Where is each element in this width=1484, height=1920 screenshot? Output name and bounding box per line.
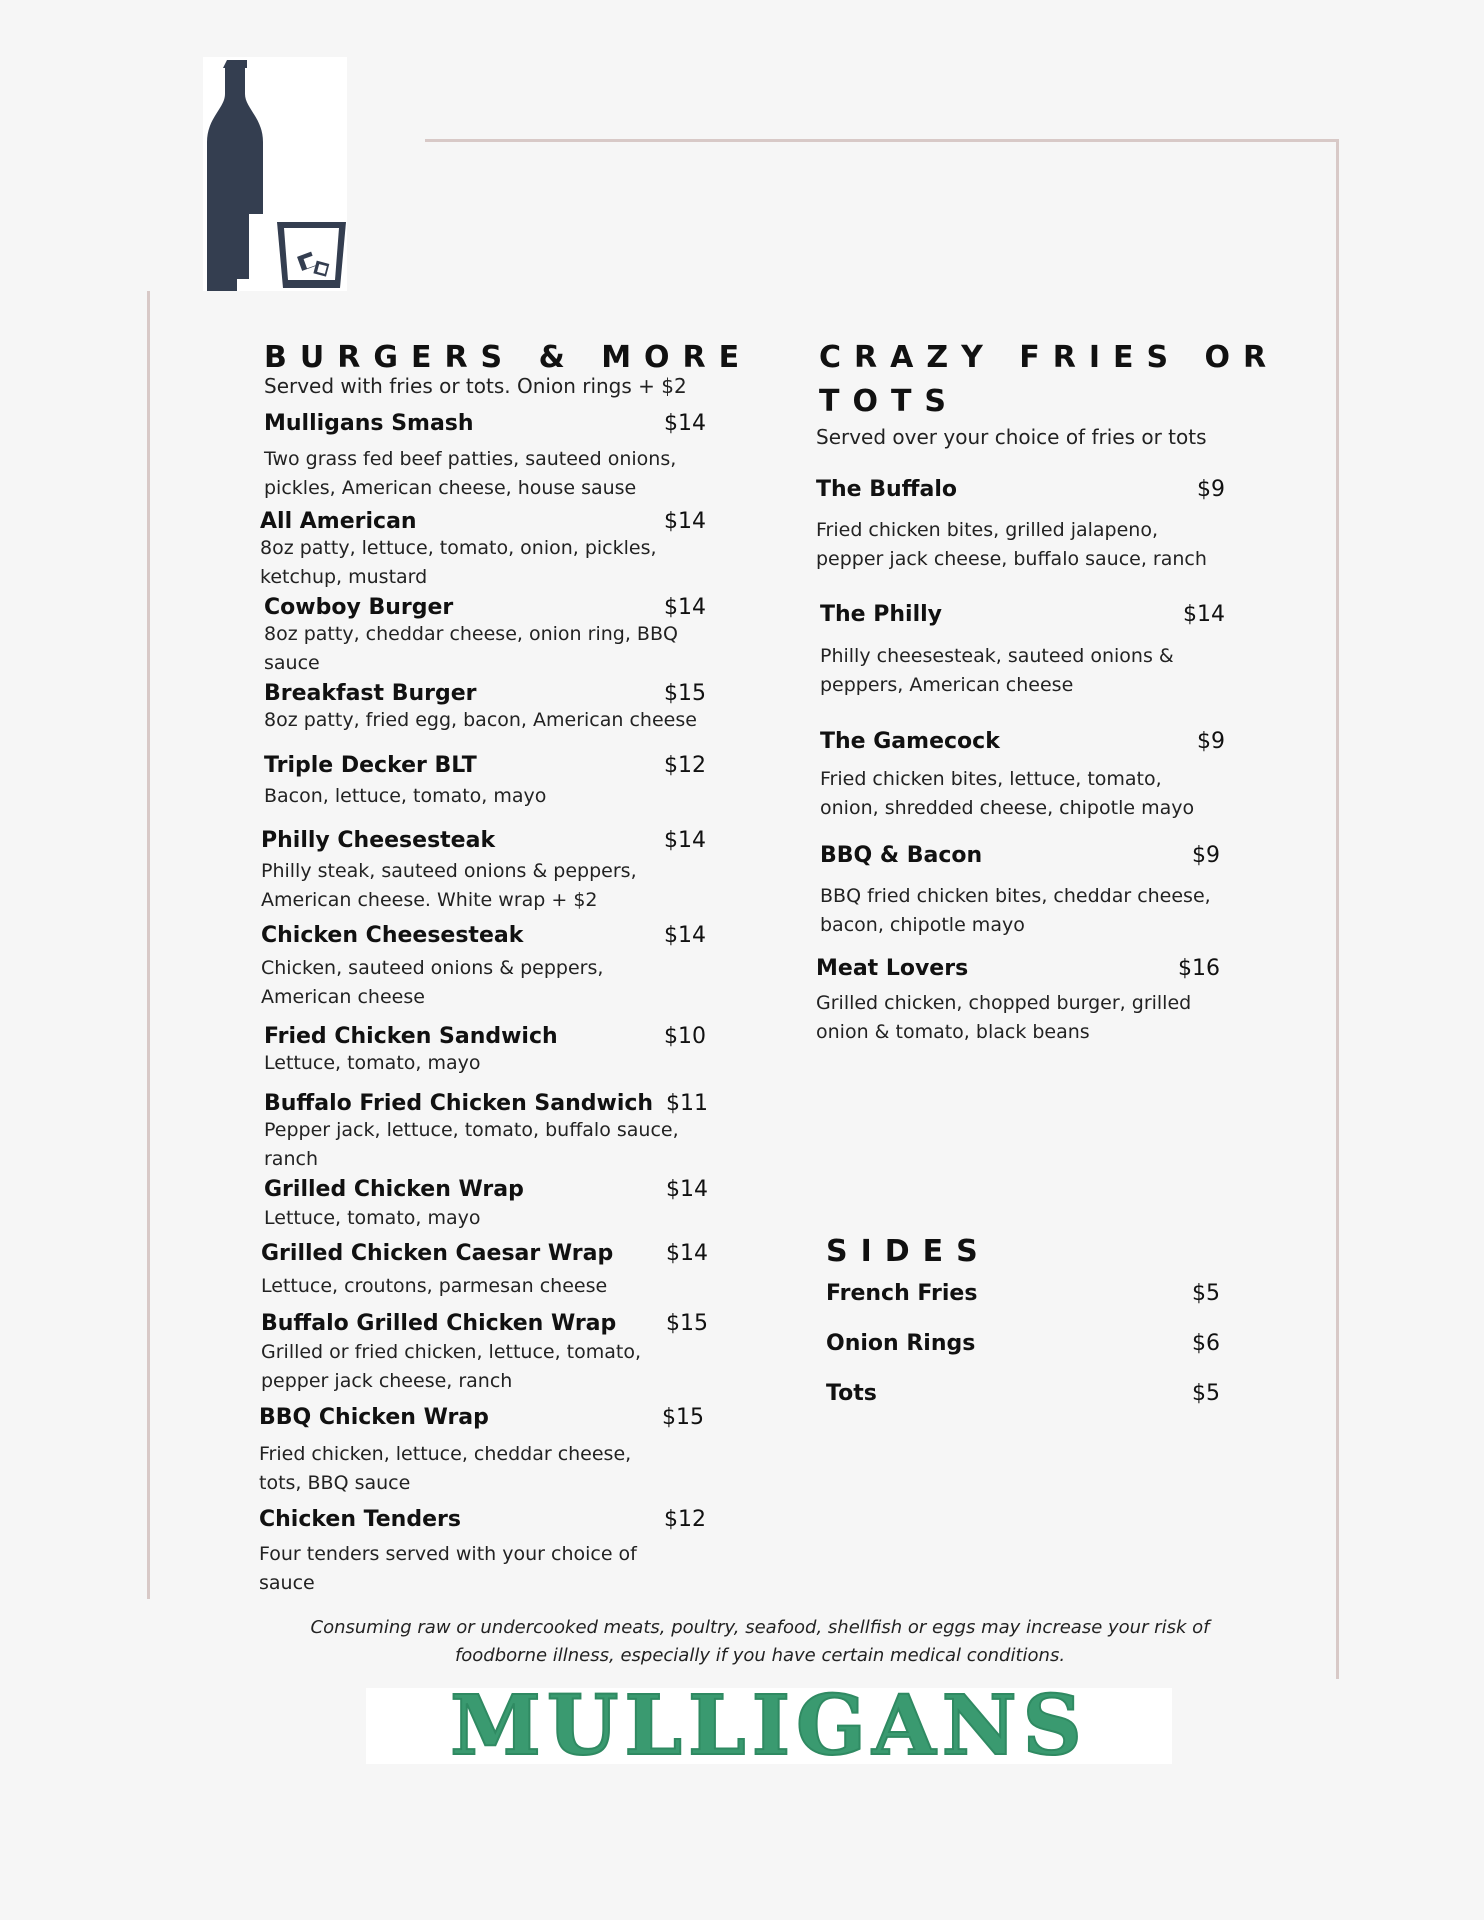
item-name: Chicken Cheesesteak	[261, 923, 524, 948]
side-item	[826, 1331, 1220, 1361]
item-name: French Fries	[826, 1281, 978, 1306]
item-description: 8oz patty, lettuce, tomato, onion, pickles, ketchup, mustard	[260, 537, 657, 588]
item-description: Two grass fed beef patties, sauteed onions, pickles, American cheese, house sause	[264, 448, 677, 499]
item-price: $15	[664, 681, 706, 706]
item-description: Grilled or fried chicken, lettuce, tomato, pepper jack cheese, ranch	[261, 1341, 642, 1392]
item-price: $14	[664, 828, 706, 853]
item-price: $6	[1192, 1331, 1220, 1356]
item-description: Pepper jack, lettuce, tomato, buffalo sauce, ranch	[264, 1119, 679, 1170]
frame-left-line	[147, 291, 150, 1599]
item-price: $14	[664, 595, 706, 620]
side-item	[826, 1381, 1220, 1411]
item-name: Grilled Chicken Wrap	[264, 1177, 524, 1202]
item-name: BBQ & Bacon	[820, 843, 983, 868]
item-price: $14	[664, 411, 706, 436]
food-safety-disclaimer: Consuming raw or undercooked meats, poultry, seafood, shellfish or eggs may increase your risk of foodborne illness, especially if you have certain medical conditions.	[310, 1617, 1210, 1666]
item-name: Onion Rings	[826, 1331, 976, 1356]
frame-top-line	[425, 139, 1339, 142]
frame-right-line	[1336, 139, 1339, 1679]
item-price: $9	[1192, 843, 1220, 868]
item-description: Four tenders served with your choice of sauce	[259, 1543, 637, 1594]
sides-section-title: SIDES	[826, 1234, 991, 1269]
fries-section-title-line2: TOTS	[819, 384, 960, 419]
item-name: Mulligans Smash	[264, 411, 474, 436]
item-description: 8oz patty, cheddar cheese, onion ring, BBQ sauce	[264, 623, 678, 674]
bottle-and-glass-icon	[203, 57, 347, 291]
item-name: BBQ Chicken Wrap	[259, 1405, 489, 1430]
item-description: Lettuce, tomato, mayo	[264, 1207, 481, 1229]
item-name: Buffalo Fried Chicken Sandwich	[264, 1091, 654, 1116]
item-name: The Buffalo	[816, 477, 958, 502]
item-price: $12	[664, 1507, 706, 1532]
item-description: Philly cheesesteak, sauteed onions & peppers, American cheese	[820, 645, 1174, 696]
item-name: Buffalo Grilled Chicken Wrap	[261, 1311, 617, 1336]
item-description: Fried chicken bites, lettuce, tomato, onion, shredded cheese, chipotle mayo	[820, 768, 1195, 819]
item-price: $14	[664, 923, 706, 948]
item-description: Philly steak, sauteed onions & peppers, American cheese. White wrap + $2	[261, 860, 637, 911]
item-price: $15	[662, 1405, 704, 1430]
item-name: Breakfast Burger	[264, 681, 477, 706]
item-price: $10	[664, 1024, 706, 1049]
item-name: All American	[260, 509, 417, 534]
item-description: Lettuce, tomato, mayo	[264, 1052, 481, 1074]
item-description: Chicken, sauteed onions & peppers, American cheese	[261, 957, 604, 1008]
item-name: Grilled Chicken Caesar Wrap	[261, 1241, 614, 1266]
item-description: BBQ fried chicken bites, cheddar cheese, bacon, chipotle mayo	[820, 885, 1211, 936]
item-price: $14	[1183, 602, 1225, 627]
item-price: $14	[664, 509, 706, 534]
item-description: 8oz patty, fried egg, bacon, American cheese	[264, 709, 697, 731]
fries-section-title-line1: CRAZY FRIES OR	[819, 340, 1280, 375]
item-name: Cowboy Burger	[264, 595, 454, 620]
side-item	[826, 1281, 1220, 1311]
item-description: Bacon, lettuce, tomato, mayo	[264, 785, 547, 807]
item-price: $12	[664, 753, 706, 778]
item-name: The Gamecock	[820, 729, 1000, 754]
item-name: Fried Chicken Sandwich	[264, 1024, 558, 1049]
burgers-section-title: BURGERS & MORE	[264, 340, 753, 375]
item-price: $16	[1178, 956, 1220, 981]
brand-logo	[366, 1688, 1172, 1764]
item-description: Grilled chicken, chopped burger, grilled onion & tomato, black beans	[816, 992, 1192, 1043]
item-price: $15	[666, 1311, 708, 1336]
item-price: $14	[666, 1241, 708, 1266]
item-description: Fried chicken, lettuce, cheddar cheese, tots, BBQ sauce	[259, 1443, 632, 1494]
burgers-section-subtitle: Served with fries or tots. Onion rings + $2	[264, 374, 687, 398]
item-price: $5	[1192, 1281, 1220, 1306]
item-name: Philly Cheesesteak	[261, 828, 496, 853]
item-name: Chicken Tenders	[259, 1507, 461, 1532]
item-description: Fried chicken bites, grilled jalapeno, pepper jack cheese, buffalo sauce, ranch	[816, 519, 1207, 570]
item-name: Triple Decker BLT	[264, 753, 477, 778]
item-price: $5	[1192, 1381, 1220, 1406]
brand-wordmark: MULLIGANS	[450, 1688, 1088, 1764]
fries-section-subtitle: Served over your choice of fries or tots	[816, 425, 1207, 449]
item-price: $9	[1197, 477, 1225, 502]
item-price: $11	[666, 1091, 708, 1116]
item-price: $9	[1197, 729, 1225, 754]
item-name: Meat Lovers	[816, 956, 969, 981]
item-price: $14	[666, 1177, 708, 1202]
item-name: The Philly	[820, 602, 942, 627]
item-description: Lettuce, croutons, parmesan cheese	[261, 1275, 608, 1297]
item-name: Tots	[826, 1381, 877, 1406]
